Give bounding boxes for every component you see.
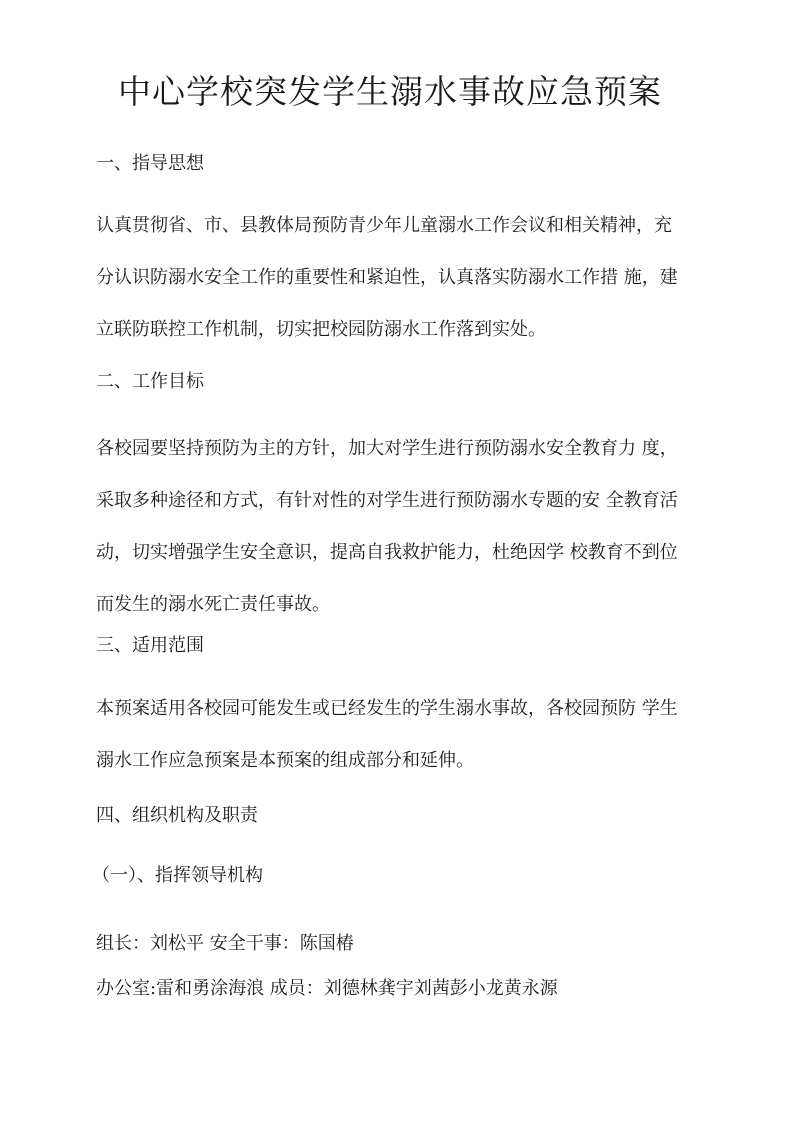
section-paragraph-3: [96, 683, 716, 787]
paragraph-line: 溺水工作应急预案是本预案的组成部分和延伸。: [96, 750, 474, 771]
paragraph-line: 本预案适用各校园可能发生或已经发生的学生溺水事故，各校园预防 学生: [96, 698, 678, 719]
paragraph-line: 而发生的溺水死亡责任事故。: [96, 594, 330, 615]
paragraph-line: 立联防联控工作机制，切实把校园防溺水工作落到实处。: [96, 319, 546, 340]
section-heading-2: 二、工作目标: [96, 371, 204, 392]
paragraph-line: 认真贯彻省、市、县教体局预防青少年儿童溺水工作会议和相关精神，充: [96, 215, 672, 236]
section-heading-4: 四、组织机构及职责: [96, 805, 258, 826]
paragraph-line: 采取多种途径和方式，有针对性的对学生进行预防溺水专题的安 全教育活: [96, 490, 678, 511]
subsection-heading: （一）、指挥领导机构: [92, 865, 263, 886]
paragraph-line: 分认识防溺水安全工作的重要性和紧迫性，认真落实防溺水工作措 施，建: [96, 267, 678, 288]
section-paragraph-1: [96, 200, 716, 356]
paragraph-line: 各校园要坚持预防为主的方针，加大对学生进行预防溺水安全教育力 度，: [96, 438, 678, 459]
section-heading-3: 三、适用范围: [96, 635, 204, 656]
section-paragraph-2: [96, 423, 716, 631]
section-heading-1: 一、指导思想: [96, 153, 204, 174]
paragraph-line: 动，切实增强学生安全意识，提高自我救护能力，杜绝因学 校教育不到位: [96, 542, 678, 563]
office-members-line: 办公室:雷和勇涂海浪 成员：刘德林龚宇刘茜彭小龙黄永源: [96, 978, 558, 999]
document-title: 中心学校突发学生溺水事故应急预案: [118, 72, 662, 111]
leadership-members-line: 组长：刘松平 安全干事：陈国椿: [96, 933, 354, 954]
